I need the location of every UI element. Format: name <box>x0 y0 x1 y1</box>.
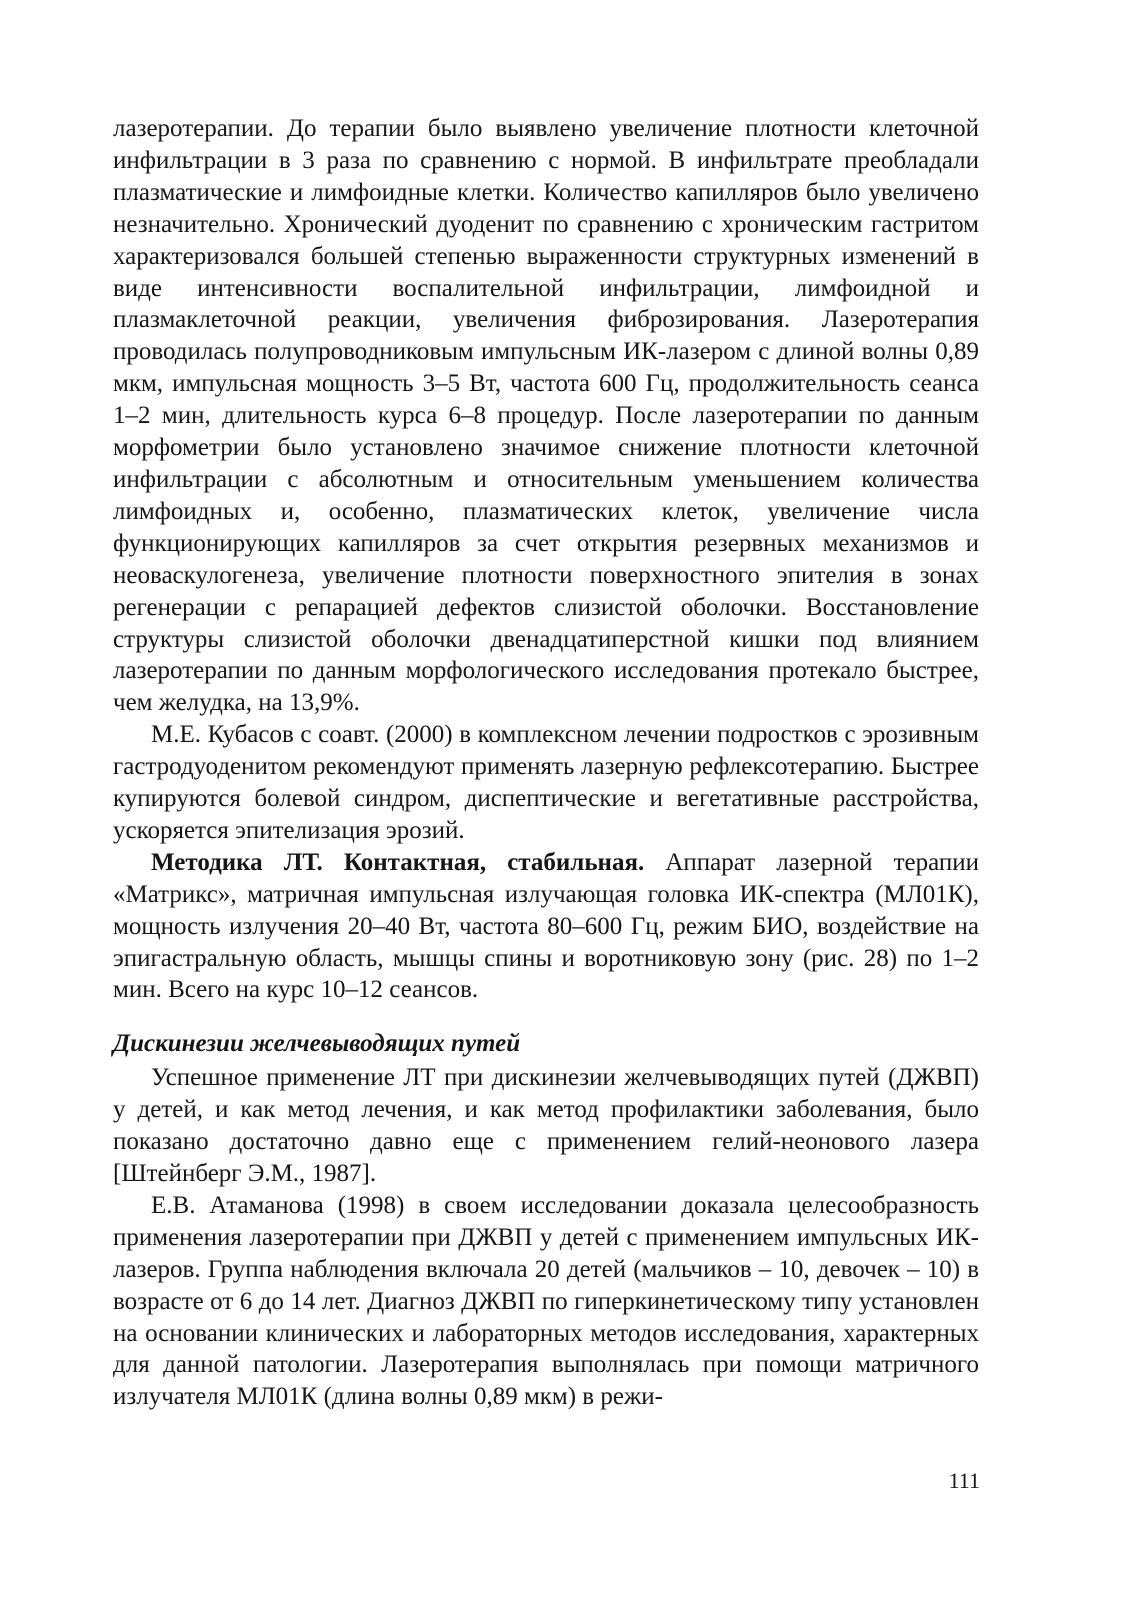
paragraph-laser-morphometry: лазеротерапии. До терапии было выявлено увеличение плотности клеточной инфильтрации в 3 раза по сравнению с нормой. В инфильтрате преобладали плазматические и лимфоидные клетки. Количество капилляров было увеличено незначительно. Хронический дуоденит по сравнению с хроническим гастритом характеризовался большей степенью выраженности структурных изменений в виде интенсивности воспалительной инфильтрации, лимфоидной и плазмаклеточной реакции, увеличения фиброзирования. Лазеротерапия проводилась полупроводниковым импульсным ИК-лазером с длиной волны 0,89 мкм, импульсная мощность 3–5 Вт, частота 600 Гц, продолжительность сеанса 1–2 мин, длительность курса 6–8 процедур. После лазеротерапии по данным морфометрии было установлено значимое снижение плотности клеточной инфильтрации с абсолютным и относительным уменьшением количества лимфоидных и, особенно, плазматических клеток, увеличение числа функционирующих капилляров за счет открытия резервных механизмов и неоваскулогенеза, увеличение плотности поверхностного эпителия в зонах регенерации с репарацией дефектов слизистой оболочки. Восстановление структуры слизистой оболочки двенадцатиперстной кишки под влиянием лазеротерапии по данным морфологического исследования протекало быстрее, чем желудка, на 13,9%. <box>113 115 979 717</box>
paragraph-kubasov: М.Е. Кубасов с соавт. (2000) в комплексном лечении подростков с эрозивным гастродуоденитом рекомендуют применять лазерную рефлексотерапию. Быстрее купируются болевой синдром, диспептические и вегетативные расстройства, ускоряется эпителизация эрозий. <box>113 721 979 844</box>
method-text: Аппарат лазерной терапии «Матрикс», матричная импульсная излучающая головка ИК-спектра (МЛ01К), мощность излучения 20–40 Вт, частота 80–600 Гц, режим БИО, воздействие на эпигастральную область, мышцы спины и воротниковую зону (рис. 28) по 1–2 мин. Всего на курс 10–12 сеансов. <box>113 848 980 1004</box>
paragraph-method <box>113 847 979 1007</box>
paragraph-dzhvp-intro: Успешное применение ЛТ при дискинезии желчевыводящих путей (ДЖВП) у детей, и как метод лечения, и как метод профилактики заболевания, было показано достаточно давно еще с применением гелий-неонового лазера [Штейнберг Э.М., 1987]. <box>113 1064 979 1187</box>
page-number: 111 <box>948 1468 980 1493</box>
paragraph-atamanova: Е.В. Атаманова (1998) в своем исследовании доказала целесообразность применения лазеротерапии при ДЖВП у детей с применением импульсных ИК-лазеров. Группа наблюдения включала 20 детей (мальчиков – 10, девочек – 10) в возрасте от 6 до 14 лет. Диагноз ДЖВП по гиперкинетическому типу установлен на основании клинических и лабораторных методов исследования, характерных для данной патологии. Лазеротерапия выполнялась при помощи матричного излучателя МЛ01К (длина волны 0,89 мкм) в режи- <box>113 1191 979 1411</box>
page-body <box>113 113 979 1413</box>
section-heading: Дискинезии желчевыводящих путей <box>113 1030 521 1058</box>
method-lead: Методика ЛТ. Контактная, стабильная. <box>151 848 645 876</box>
